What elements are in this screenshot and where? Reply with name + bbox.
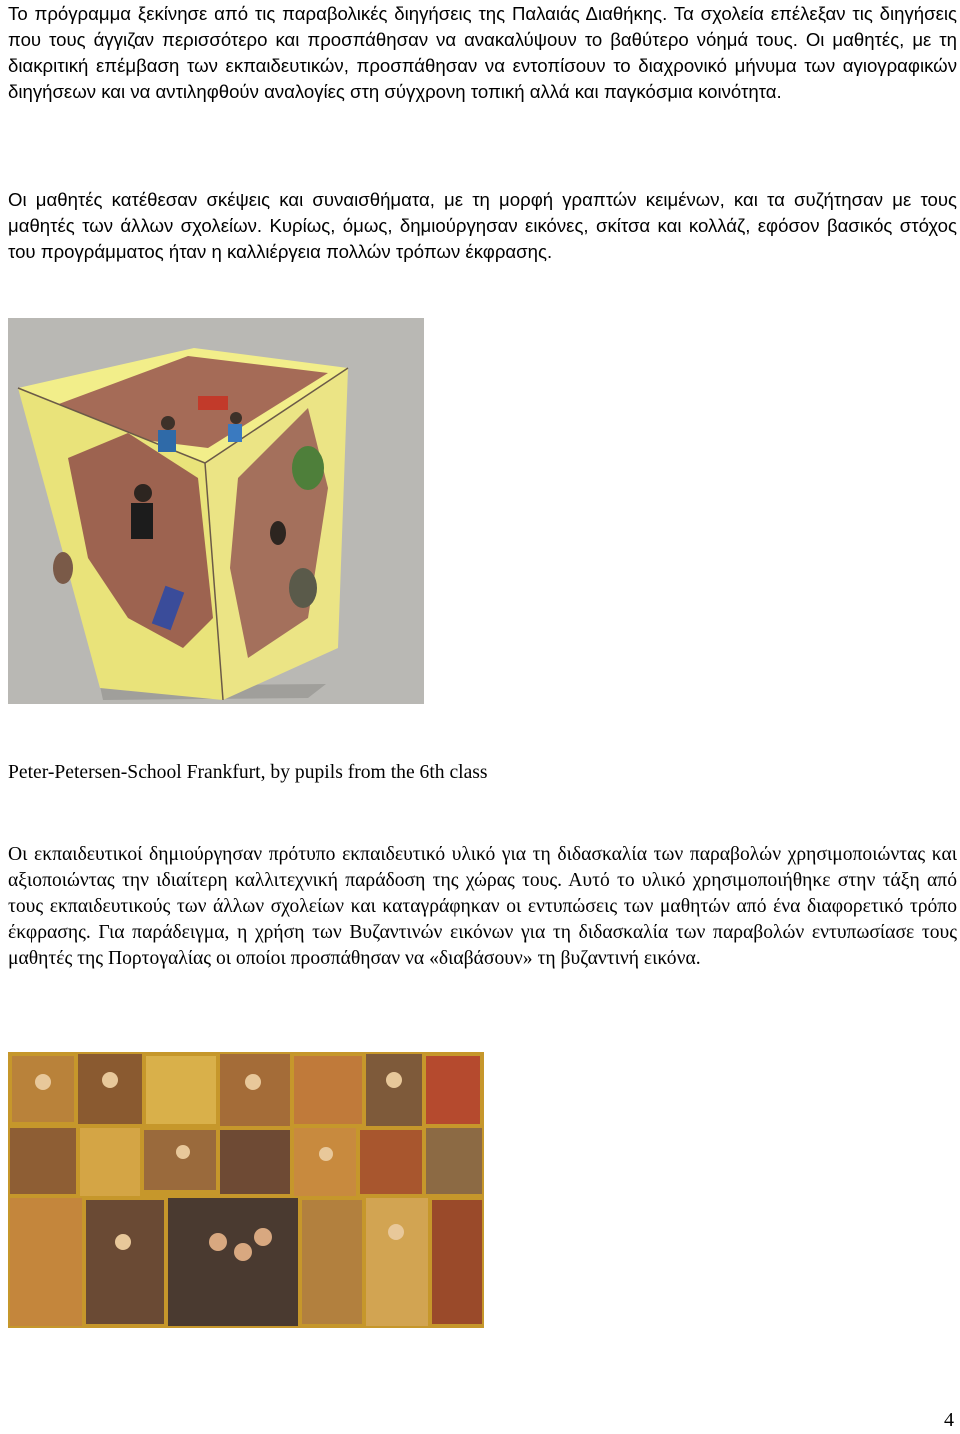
paragraph-expression: Οι μαθητές κατέθεσαν σκέψεις και συναισθήματα, με τη μορφή γραπτών κειμένων, και τα συζήτησαν με τους μαθητές των άλλων σχολείων. Κυρίως, όμως, δημιούργησαν εικόνες, σκίτσα και κολλάζ, εφόσον βασικός στόχος του προγράμματος ήταν η καλλιέργεια πολλών τρόπων έκφρασης. xyxy=(8,189,957,262)
page-number: 4 xyxy=(944,1409,954,1431)
paragraph-intro: Το πρόγραμμα ξεκίνησε από τις παραβολικές διηγήσεις της Παλαιάς Διαθήκης. Τα σχολεία επέλεξαν τις διηγήσεις που τους άγγιζαν περισσότερο και προσπάθησαν να ανακαλύψουν το βαθύτερο νόημά τους. Οι μαθητές, με τη διακριτική επέμβαση των εκπαιδευτικών, προσπάθησαν να εντοπίσουν το διαχρονικό μήνυμα των αγιογραφικών διηγήσεων και να αντιληφθούν αναλογίες στη σύγχρονη τοπική αλλά και παγκόσμια κοινότητα. xyxy=(8,3,957,102)
collage-illustration xyxy=(8,1052,484,1328)
cube-illustration xyxy=(8,318,424,704)
paragraph-teaching-material: Οι εκπαιδευτικοί δημιούργησαν πρότυπο εκπαιδευτικό υλικό για τη διδασκαλία των παραβολών χρησιμοποιώντας και αξιοποιώντας την ιδιαίτερη καλλιτεχνική παράδοση της χώρας τους. Αυτό το υλικό χρησιμοποιήθηκε στην τάξη από τους εκπαιδευτικούς των άλλων σχολείων και καταγράφηκαν οι εντυπώσεις των μαθητών από ένα διαφορετικό τρόπο έκφρασης. Για παράδειγμα, η χρήση των Βυζαντινών εικόνων για τη διδασκαλία των παραβολών εντυπωσίασε τους μαθητές της Πορτογαλίας οι οποίοι προσπάθησαν να «διαβάσουν» τη βυζαντινή εικόνα. xyxy=(8,844,957,969)
cube-artwork-image xyxy=(8,318,424,704)
byzantine-icons-collage-image xyxy=(8,1052,484,1328)
figure-caption: Peter-Petersen-School Frankfurt, by pupils from the 6th class xyxy=(8,762,488,783)
